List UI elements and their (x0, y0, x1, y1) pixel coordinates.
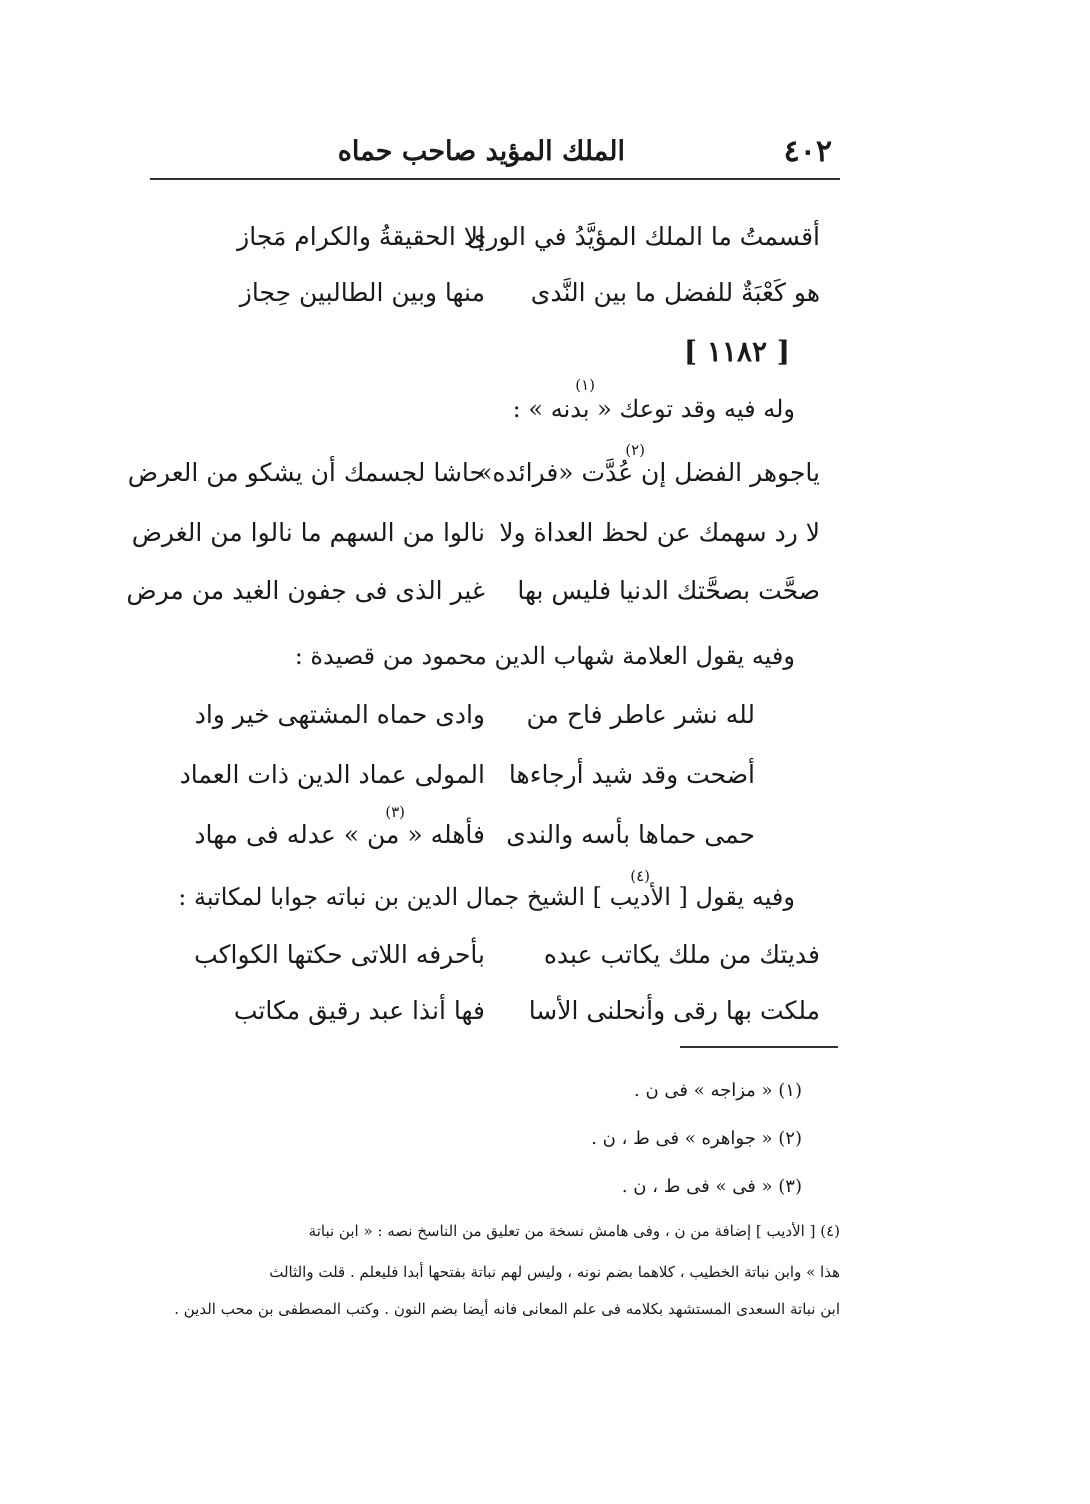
poem2-line3-left: غير الذى فى جفون الغيد من مرض (126, 576, 485, 605)
poem4-line1-right: فديتك من ملك يكاتب عبده (543, 940, 820, 969)
poem3-line3-left: فأهله « من » عدله فى مهاد (194, 820, 485, 849)
poem3-line1-right: لله نشر عاطر فاح من (526, 700, 755, 729)
footnote-4-line2: هذا » وابن نباتة الخطيب ، كلاهما بضم نونه ، وليس لهم نباتة بفتحها أبدا فليعلم . قلت والثالث (269, 1263, 840, 1281)
intro2-line: وفيه يقول العلامة شهاب الدين محمود من قصيدة : (294, 642, 795, 670)
poem1-line2-right: هو كَعْبَةٌ للفضل ما بين النَّدى (530, 278, 820, 307)
page-header (150, 128, 840, 178)
footnote-4-line1: (٤) [ الأديب ] إضافة من ن ، وفى هامش نسخة من تعليق من الناسخ نصه : « ابن نباتة (308, 1222, 840, 1240)
running-title: الملك المؤيد صاحب حماه (337, 136, 625, 167)
poem2-line2-left: نالوا من السهم ما نالوا من الغرض (131, 518, 485, 547)
header-rule (150, 178, 840, 180)
poem3-line2-right: أضحت وقد شيد أرجاءها (508, 760, 755, 789)
page-number: ٤٠٢ (783, 134, 832, 169)
poem3-line3-note-mark: (٣) (385, 803, 405, 821)
poem3-line1-left: وادى حماه المشتهى خير واد (194, 700, 485, 729)
poem2-line1-note-mark: (٢) (625, 441, 645, 459)
poem2-line1-right: ياجوهر الفضل إن عُدَّت «فرائده» (477, 458, 820, 487)
poem1-line1-right: أقسمتُ ما الملك المؤيَّدُ في الورى (466, 222, 820, 251)
poem4-line2-left: فها أنذا عبد رقيق مكاتب (233, 996, 485, 1025)
poem1-line1-left: إلا الحقيقةُ والكرام مَجاز (237, 222, 485, 251)
poem4-line2-right: ملكت بها رقى وأنحلنى الأسا (528, 996, 820, 1025)
poem3-line2-left: المولى عماد الدين ذات العماد (179, 760, 485, 789)
footnote-3: (٣) « فى » فى ط ، ن . (621, 1176, 802, 1197)
poem2-line2-right: لا رد سهمك عن لحظ العداة ولا (499, 518, 820, 547)
poem4-line1-left: بأحرفه اللاتى حكتها الكواكب (194, 940, 485, 969)
intro1-note-mark: (١) (575, 376, 595, 394)
footnote-rule (680, 1046, 838, 1048)
intro3-note-mark: (٤) (630, 867, 650, 885)
poem2-line3-right: صحَّت بصحَّتك الدنيا فليس بها (517, 576, 820, 605)
footnote-1: (١) « مزاجه » فى ن . (634, 1080, 802, 1101)
footnote-4-line3: ابن نباتة السعدى المستشهد بكلامه فى علم المعانى فانه أيضا بضم النون . وكتب المصطفى بن محب الدين . (174, 1300, 840, 1318)
footnote-2: (٢) « جواهره » فى ط ، ن . (591, 1128, 802, 1149)
poem3-line3-right: حمى حماها بأسه والندى (506, 820, 755, 849)
entry-number: [ ١١٨٢ ] (683, 335, 790, 368)
intro1-text: وله فيه وقد توعك « بدنه » : (512, 395, 795, 423)
intro3-line: وفيه يقول [ الأديب ] الشيخ جمال الدين بن نباته جوابا لمكاتبة : (178, 883, 795, 911)
poem2-line1-left: حاشا لجسمك أن يشكو من العرض (127, 458, 485, 487)
intro1-line (513, 395, 795, 423)
poem1-line2-left: منها وبين الطالبين حِجاز (239, 278, 485, 307)
